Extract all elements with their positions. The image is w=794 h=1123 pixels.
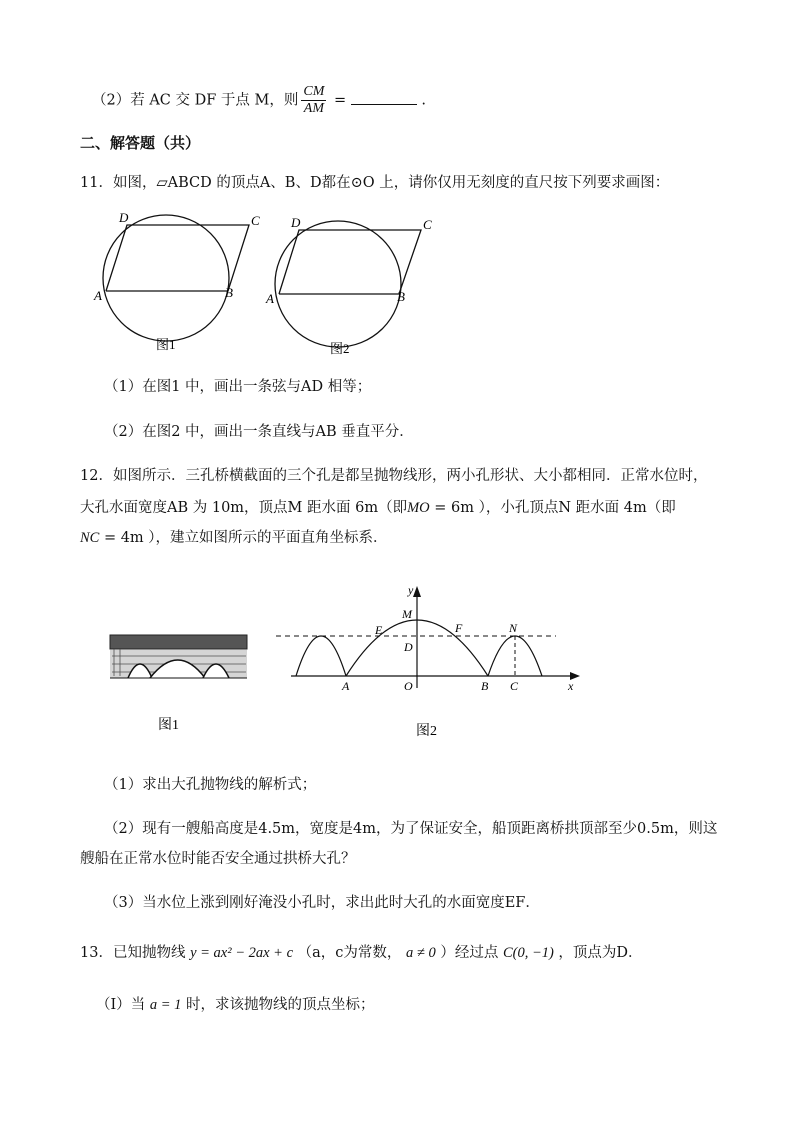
q12-line3-text: = 4m ），建立如图所示的平面直角坐标系． [99,530,388,546]
label-O: O [404,679,413,693]
q12-part1: （1）求出大孔抛物线的解析式； [104,777,317,793]
point-c: C(0, −1) [502,945,554,961]
q12-figures [0,580,794,760]
diagram-fig2-caption: 图2 [416,724,437,739]
label-D: D [404,640,413,654]
q13-constants-note: （a，c为常数， [293,945,406,961]
q10-part2-text: （2）若 AC 交 DF 于点 M，则 [92,92,299,109]
period: . [416,92,426,109]
q12-line2-rest: = 6m ），小孔顶点N 距水面 4m（即 [429,500,676,516]
fraction-numerator: CM [303,84,325,99]
q12-line2 [80,498,676,518]
q13-part1-prefix: （Ⅰ）当 [96,997,150,1013]
q12-part2-line2: 艘船在正常水位时能否安全通过拱桥大孔？ [80,851,356,867]
fig1-label-C: C [251,213,260,228]
q11-part1: （1）在图1 中，画出一条弦与AD 相等； [104,379,372,395]
q12-line1: 12．如图所示．三孔桥横截面的三个孔是都呈抛物线形，两小孔形状、大小都相同．正常水位时， [80,468,708,484]
label-B: B [481,679,489,693]
label-N: N [509,621,518,635]
q13-stem-text: 13．已知抛物线 [80,945,191,961]
fig2-label-D: D [291,215,301,230]
fig1-label-D: D [119,210,129,225]
fig2-label-A: A [266,291,274,306]
fig1-caption: 图1 [156,337,176,352]
bridge-sketch [110,635,247,733]
parabola-diagram [276,583,580,739]
cm-am-fraction [301,84,326,117]
section-title: 二、解答题（共） [80,134,201,152]
fig2-label-B: B [397,289,405,304]
q11-figures [0,205,794,375]
parabola-formula: y = ax² − 2ax + c [190,945,294,961]
label-A: A [342,679,350,693]
fig2-label-C: C [423,217,432,232]
label-E: E [375,623,383,637]
equals-sign: = [329,92,351,109]
a-equals-1: a = 1 [149,997,182,1013]
label-F: F [455,621,463,635]
label-y: y [408,583,414,597]
label-M: M [402,607,412,621]
fig1-label-B: B [225,285,233,300]
q13-part1-text: 时，求该抛物线的顶点坐标； [181,997,375,1013]
a-nonzero-condition: a ≠ 0 [406,945,436,961]
bridge-fig1-caption: 图1 [158,718,179,733]
q13-vertex-text: ，顶点为D． [553,945,643,961]
q12-line2-text: 大孔水面宽度AB 为 10m，顶点M 距水面 6m（即 [80,500,408,516]
q11-stem: 11．如图，▱ABCD 的顶点A、B、D都在⊙O 上，请你仅用无刻度的直尺按下列要求画图： [80,175,670,191]
label-C: C [510,679,519,693]
q13-part1 [96,995,375,1015]
mo-symbol: MO [407,500,430,516]
q13-passes-text: ）经过点 [435,945,503,961]
answer-blank [351,92,417,105]
q12-line3 [80,528,388,548]
q11-figure2 [265,215,432,356]
fig1-label-A: A [94,288,102,303]
q10-part2 [92,84,426,117]
fraction-denominator: AM [303,101,324,116]
q13-stem [80,943,643,963]
q11-part2: （2）在图2 中，画出一条直线与AB 垂直平分． [104,424,414,440]
fig2-caption: 图2 [330,341,350,356]
nc-symbol: NC [80,530,100,546]
q12-part2-line1: （2）现有一艘船高度是4.5m，宽度是4m，为了保证安全，船顶距离桥拱顶部至少0.5m，则这 [104,821,718,837]
q11-figure1 [93,210,260,352]
q12-part3: （3）当水位上涨到刚好淹没小孔时，求出此时大孔的水面宽度EF． [104,895,540,911]
label-x: x [568,679,574,693]
